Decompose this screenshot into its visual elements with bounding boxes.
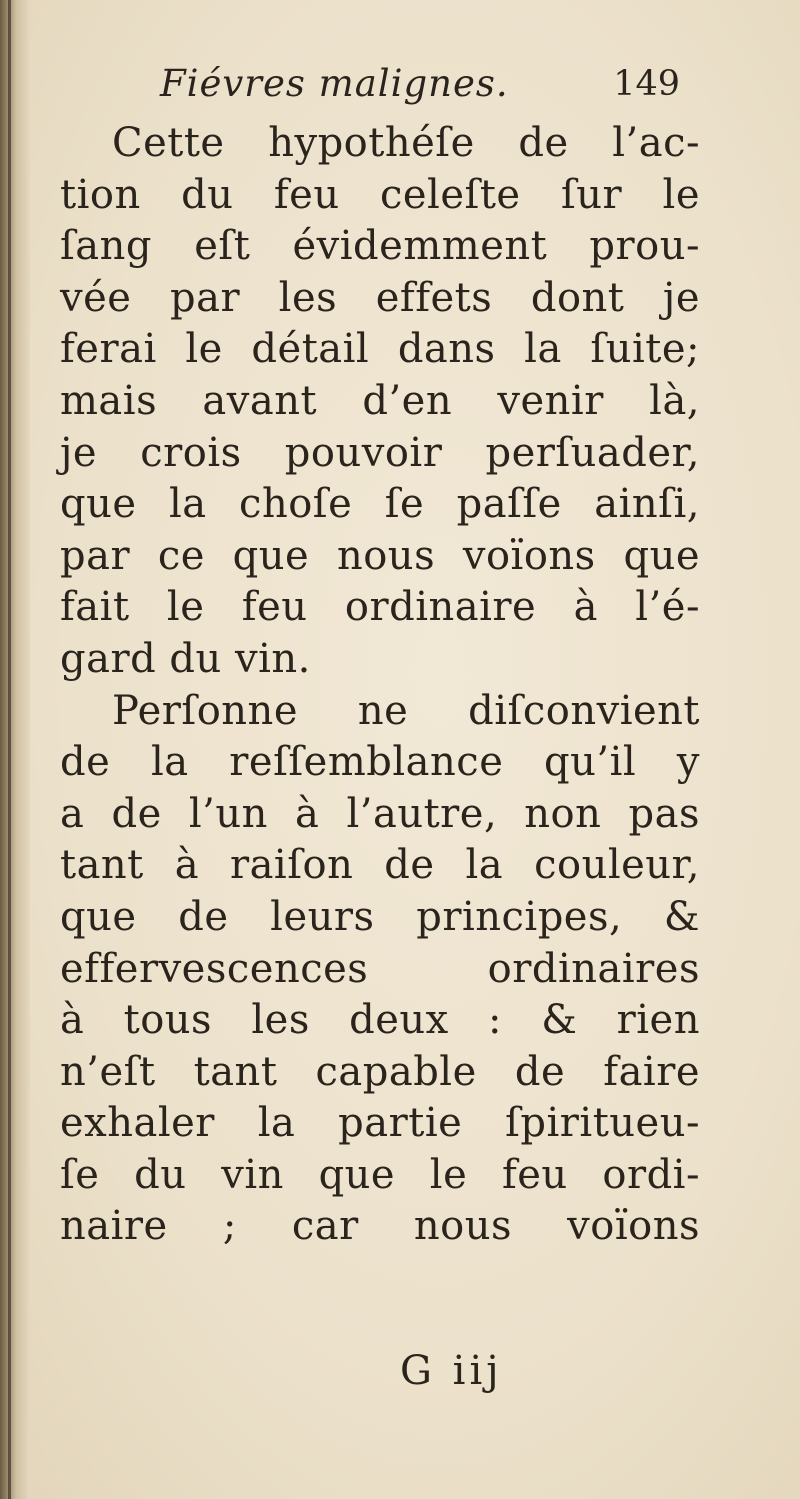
running-title: Fiévres malignes. bbox=[160, 62, 509, 105]
text-line: vée par les effets dont je bbox=[60, 274, 700, 321]
text-line: ſang eſt évidemment prou- bbox=[60, 223, 700, 270]
page-header bbox=[160, 62, 680, 112]
text-line: ferai le détail dans la ſuite; bbox=[60, 326, 700, 373]
signature-mark: G iij bbox=[400, 1348, 503, 1394]
text-line: je crois pouvoir perſuader, bbox=[60, 429, 700, 476]
text-line: que la choſe ſe paſſe ainſi, bbox=[60, 481, 700, 528]
text-line: gard du vin. bbox=[60, 635, 311, 682]
text-line: ſe du vin que le feu ordi- bbox=[60, 1151, 700, 1198]
text-line: mais avant d’en venir là, bbox=[60, 377, 700, 424]
text-line: tant à raiſon de la couleur, bbox=[60, 842, 700, 889]
text-line: Cette hypothéſe de l’ac- bbox=[112, 120, 700, 166]
text-line: de la reſſemblance qu’il y bbox=[60, 739, 700, 786]
text-line: Perſonne ne diſconvient bbox=[112, 687, 700, 734]
text-line: fait le feu ordinaire à l’é- bbox=[60, 584, 700, 631]
text-line: à tous les deux : & rien bbox=[60, 997, 700, 1044]
text-line: naire ; car nous voïons bbox=[60, 1203, 700, 1250]
text-line: que de leurs principes, & bbox=[60, 893, 700, 940]
body-text bbox=[60, 118, 700, 1253]
text-line: effervescences ordinaires bbox=[60, 945, 700, 992]
text-line: a de l’un à l’autre, non pas bbox=[60, 790, 700, 837]
text-line: par ce que nous voïons que bbox=[60, 532, 700, 579]
text-line: tion du feu celeſte ſur le bbox=[60, 171, 700, 218]
text-line: n’eſt tant capable de faire bbox=[60, 1048, 700, 1095]
book-spine-shadow bbox=[0, 0, 30, 1499]
page-number: 149 bbox=[613, 64, 680, 104]
spine-edge-line bbox=[8, 0, 11, 1499]
text-line: exhaler la partie ſpiritueu- bbox=[60, 1100, 700, 1147]
